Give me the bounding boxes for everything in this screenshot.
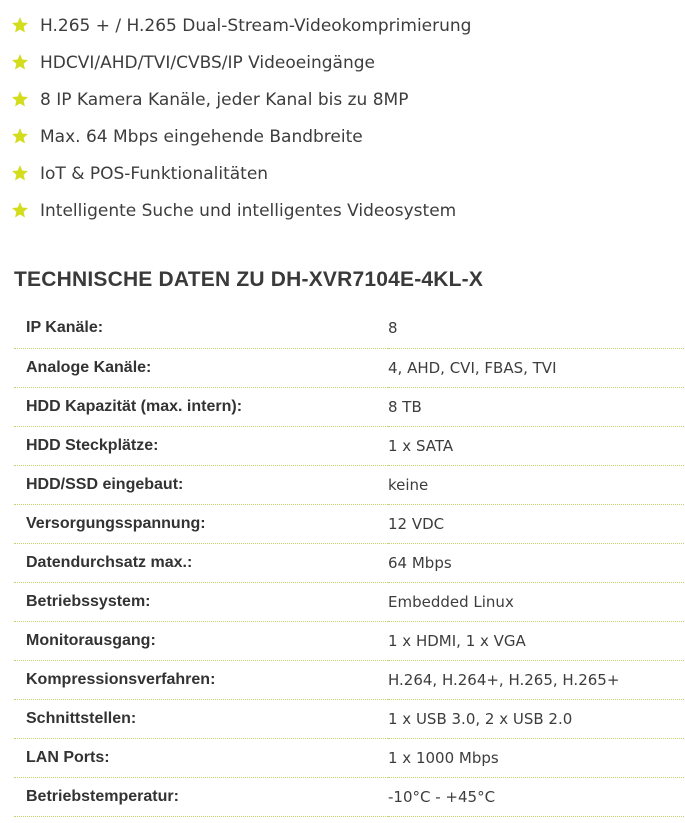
star-icon: [11, 90, 29, 108]
feature-list: [0, 8, 685, 230]
table-row: [14, 543, 684, 582]
spec-value: 12 VDC: [388, 504, 684, 543]
table-row: [14, 504, 684, 543]
spec-value: 8 TB: [388, 387, 684, 426]
spec-value: 64 Mbps: [388, 543, 684, 582]
feature-item: [0, 45, 685, 82]
star-icon: [11, 201, 29, 219]
feature-text: Intelligente Suche und intelligentes Videosystem: [40, 201, 457, 221]
feature-item: [0, 156, 685, 193]
spec-label: LAN Ports:: [14, 738, 388, 777]
star-icon: [11, 16, 29, 34]
spec-heading: TECHNISCHE DATEN ZU DH-XVR7104E-4KL-X: [14, 268, 484, 291]
spec-label: HDD/SSD eingebaut:: [14, 465, 388, 504]
spec-label: Betriebstemperatur:: [14, 777, 388, 816]
table-row: [14, 621, 684, 660]
spec-value: 1 x USB 3.0, 2 x USB 2.0: [388, 699, 684, 738]
spec-label: IP Kanäle:: [14, 309, 388, 348]
table-row: [14, 426, 684, 465]
table-row: [14, 465, 684, 504]
spec-label: Kompressionsverfahren:: [14, 660, 388, 699]
spec-value: H.264, H.264+, H.265, H.265+: [388, 660, 684, 699]
star-icon: [11, 127, 29, 145]
table-row: [14, 348, 684, 387]
feature-text: HDCVI/AHD/TVI/CVBS/IP Videoeingänge: [40, 53, 375, 73]
spec-label: Datendurchsatz max.:: [14, 543, 388, 582]
spec-value: -10°C - +45°C: [388, 777, 684, 816]
table-row: [14, 309, 684, 348]
table-row: [14, 660, 684, 699]
spec-value: 1 x SATA: [388, 426, 684, 465]
feature-item: [0, 193, 685, 230]
table-row: [14, 582, 684, 621]
table-row: [14, 699, 684, 738]
table-row: [14, 387, 684, 426]
table-row: [14, 738, 684, 777]
spec-label: Analoge Kanäle:: [14, 348, 388, 387]
spec-value: Embedded Linux: [388, 582, 684, 621]
spec-table: [14, 309, 684, 817]
feature-item: [0, 8, 685, 45]
spec-label: Versorgungsspannung:: [14, 504, 388, 543]
spec-value: 1 x HDMI, 1 x VGA: [388, 621, 684, 660]
star-icon: [11, 164, 29, 182]
spec-label: HDD Kapazität (max. intern):: [14, 387, 388, 426]
spec-label: HDD Steckplätze:: [14, 426, 388, 465]
feature-text: IoT & POS-Funktionalitäten: [40, 164, 269, 184]
feature-item: [0, 82, 685, 119]
table-row: [14, 777, 684, 816]
feature-item: [0, 119, 685, 156]
star-icon: [11, 53, 29, 71]
spec-value: 1 x 1000 Mbps: [388, 738, 684, 777]
spec-label: Monitorausgang:: [14, 621, 388, 660]
feature-text: Max. 64 Mbps eingehende Bandbreite: [40, 127, 363, 147]
feature-text: 8 IP Kamera Kanäle, jeder Kanal bis zu 8MP: [40, 90, 409, 110]
spec-value: keine: [388, 465, 684, 504]
spec-value: 4, AHD, CVI, FBAS, TVI: [388, 348, 684, 387]
spec-label: Betriebssystem:: [14, 582, 388, 621]
spec-value: 8: [388, 309, 684, 348]
spec-label: Schnittstellen:: [14, 699, 388, 738]
feature-text: H.265 + / H.265 Dual-Stream-Videokomprimierung: [40, 16, 472, 36]
